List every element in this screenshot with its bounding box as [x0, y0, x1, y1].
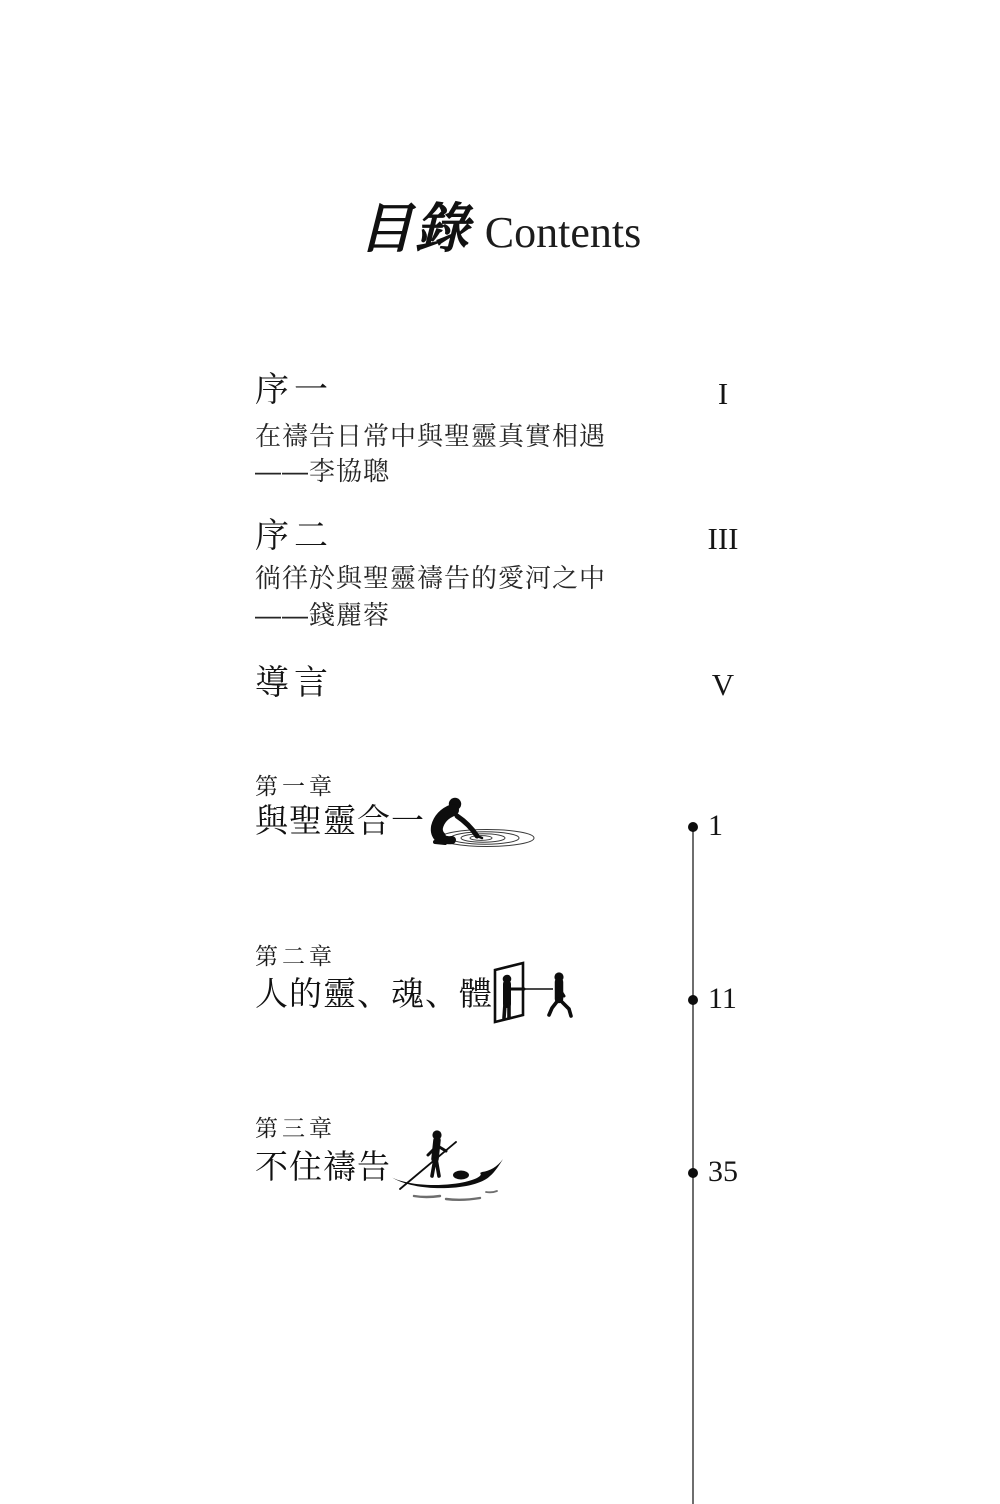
timeline-bullet-ch1 [688, 822, 698, 832]
page-title [0, 186, 1000, 263]
frontmatter-title-xu1: 序一 [255, 372, 333, 409]
door-and-walking-person-icon [490, 957, 590, 1025]
frontmatter-page-xu1: I [717, 376, 729, 411]
chapter2-label: 第二章 [255, 944, 336, 969]
chapter1-label: 第一章 [255, 774, 336, 799]
chapter3-page: 35 [708, 1155, 738, 1188]
frontmatter-author-xu1: ——李協聰 [255, 456, 391, 486]
frontmatter-page-intro: V [711, 667, 735, 702]
chapter3-title: 不住禱告 [255, 1150, 391, 1186]
frontmatter-subtitle-xu2: 徜徉於與聖靈禱告的愛河之中 [255, 563, 607, 593]
kneeling-by-water-icon [415, 796, 541, 852]
chapter2-title: 人的靈、魂、體 [255, 977, 493, 1013]
chapter2-page: 11 [708, 982, 737, 1015]
frontmatter-author-xu2: ——錢麗蓉 [255, 600, 391, 630]
timeline-bullet-ch3 [688, 1168, 698, 1178]
chapter1-page: 1 [708, 809, 723, 842]
page-title-zh: 目錄 [358, 199, 471, 259]
page-title-en: Contents [484, 208, 642, 257]
frontmatter-subtitle-xu1: 在禱告日常中與聖靈真實相遇 [255, 421, 607, 451]
gondola-boat-icon [388, 1126, 506, 1206]
frontmatter-page-xu2: III [707, 521, 739, 556]
frontmatter-title-xu2: 序二 [255, 518, 333, 555]
timeline-line [692, 827, 694, 1504]
chapter1-title: 與聖靈合一 [255, 804, 425, 840]
chapter3-label: 第三章 [255, 1116, 336, 1141]
frontmatter-title-intro: 導言 [255, 665, 333, 702]
timeline-bullet-ch2 [688, 995, 698, 1005]
